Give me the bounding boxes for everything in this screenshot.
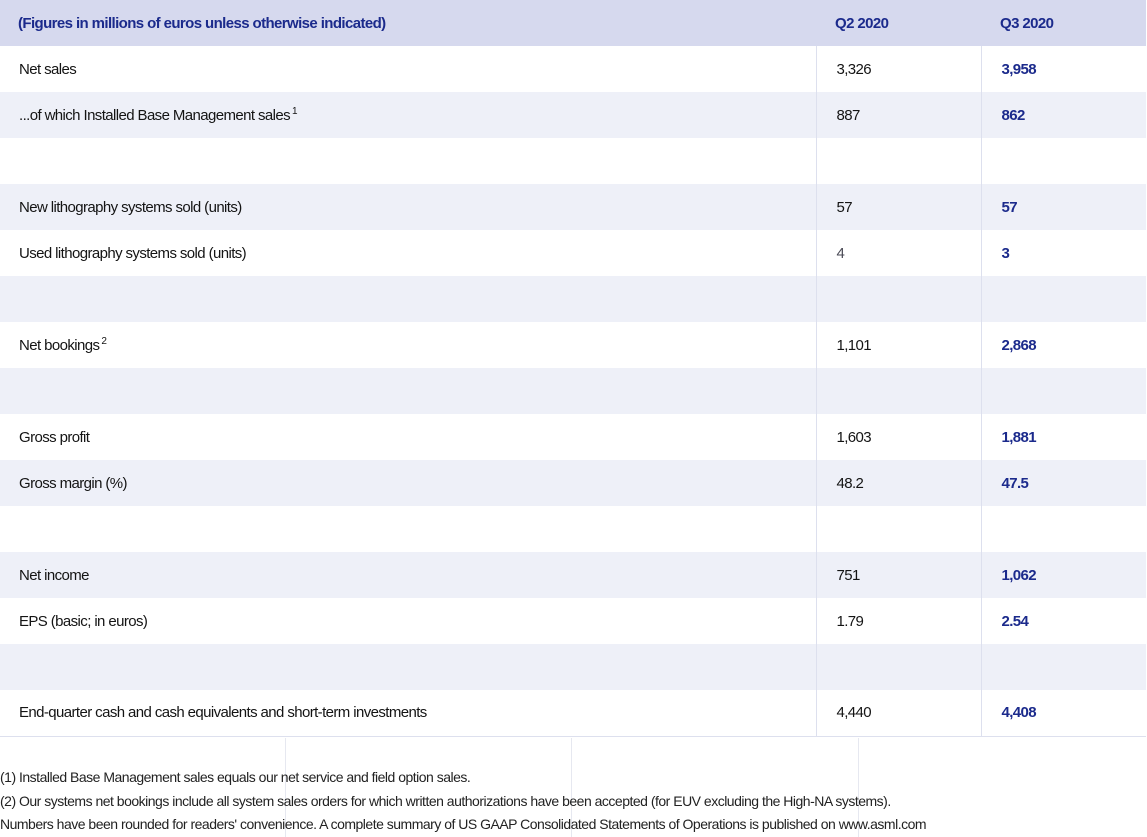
header-label: (Figures in millions of euros unless otherwise indicated) bbox=[0, 0, 816, 46]
row-label: ...of which Installed Base Management sales $^1$ bbox=[0, 92, 816, 138]
rounding-note: Numbers have been rounded for readers' convenience. A complete summary of US GAAP Consolidated Statements of Operations is published on www.asml.com bbox=[0, 816, 927, 832]
row-label bbox=[0, 368, 816, 414]
q3-value: 3 bbox=[981, 230, 1146, 276]
table-row bbox=[0, 690, 1146, 736]
row-label: Gross margin (%) bbox=[0, 460, 816, 506]
table-row bbox=[0, 598, 1146, 644]
row-label bbox=[0, 506, 816, 552]
q3-value: 862 bbox=[981, 92, 1146, 138]
row-label: New lithography systems sold (units) bbox=[0, 184, 816, 230]
row-label: EPS (basic; in euros) bbox=[0, 598, 816, 644]
q2-value: 1,603 bbox=[816, 414, 981, 460]
q2-value: 4,440 bbox=[816, 690, 981, 736]
q3-value: 1,881 bbox=[981, 414, 1146, 460]
table-row bbox=[0, 552, 1146, 598]
table-row bbox=[0, 230, 1146, 276]
row-label bbox=[0, 276, 816, 322]
table-row bbox=[0, 184, 1146, 230]
q3-value bbox=[981, 644, 1146, 690]
footnote-2: (2) Our systems net bookings include all system sales orders for which written authorizations have been accepted (for EUV excluding the High-NA systems). bbox=[0, 792, 891, 809]
table-row-spacer bbox=[0, 644, 1146, 690]
header-q2-2020: Q2 2020 bbox=[816, 0, 981, 46]
row-label: Used lithography systems sold (units) bbox=[0, 230, 816, 276]
table-row bbox=[0, 92, 1146, 138]
table-row bbox=[0, 460, 1146, 506]
q3-value: 4,408 bbox=[981, 690, 1146, 736]
q2-value: 4 bbox=[816, 230, 981, 276]
table-row-spacer bbox=[0, 138, 1146, 184]
q2-value: 1,101 bbox=[816, 322, 981, 368]
row-label bbox=[0, 644, 816, 690]
row-label: End-quarter cash and cash equivalents and short-term investments bbox=[0, 690, 816, 736]
q3-value: 57 bbox=[981, 184, 1146, 230]
q3-value: 3,958 bbox=[981, 46, 1146, 92]
table-row-spacer bbox=[0, 506, 1146, 552]
q2-value: 57 bbox=[816, 184, 981, 230]
q3-value: 2.54 bbox=[981, 598, 1146, 644]
row-label: Gross profit bbox=[0, 414, 816, 460]
header-q3-2020: Q3 2020 bbox=[981, 0, 1146, 46]
q3-value bbox=[981, 276, 1146, 322]
table-row bbox=[0, 322, 1146, 368]
q2-value bbox=[816, 368, 981, 414]
row-label bbox=[0, 138, 816, 184]
row-label: Net bookings $^2$ bbox=[0, 322, 816, 368]
q3-value bbox=[981, 506, 1146, 552]
q2-value: 751 bbox=[816, 552, 981, 598]
footnotes bbox=[0, 766, 1147, 837]
q3-value: 47.5 bbox=[981, 460, 1146, 506]
table-row-spacer bbox=[0, 276, 1146, 322]
q3-value bbox=[981, 368, 1146, 414]
q2-value: 48.2 bbox=[816, 460, 981, 506]
q3-value: 2,868 bbox=[981, 322, 1146, 368]
q3-value: 1,062 bbox=[981, 552, 1146, 598]
q2-value: 887 bbox=[816, 92, 981, 138]
row-label: Net sales bbox=[0, 46, 816, 92]
footnote-ref: 1 bbox=[292, 106, 297, 117]
q2-value bbox=[816, 644, 981, 690]
row-label: Net income bbox=[0, 552, 816, 598]
footnote-ref: 2 bbox=[101, 336, 107, 347]
q2-value: 1.79 bbox=[816, 598, 981, 644]
table-row bbox=[0, 414, 1146, 460]
table-row bbox=[0, 46, 1146, 92]
q2-value: 3,326 bbox=[816, 46, 981, 92]
footnote-1: (1) Installed Base Management sales equals our net service and field option sales. bbox=[0, 769, 471, 785]
q3-value bbox=[981, 138, 1146, 184]
q2-value bbox=[816, 138, 981, 184]
table-row-spacer bbox=[0, 368, 1146, 414]
q2-value bbox=[816, 506, 981, 552]
table-header-row bbox=[0, 0, 1146, 46]
q2-value bbox=[816, 276, 981, 322]
